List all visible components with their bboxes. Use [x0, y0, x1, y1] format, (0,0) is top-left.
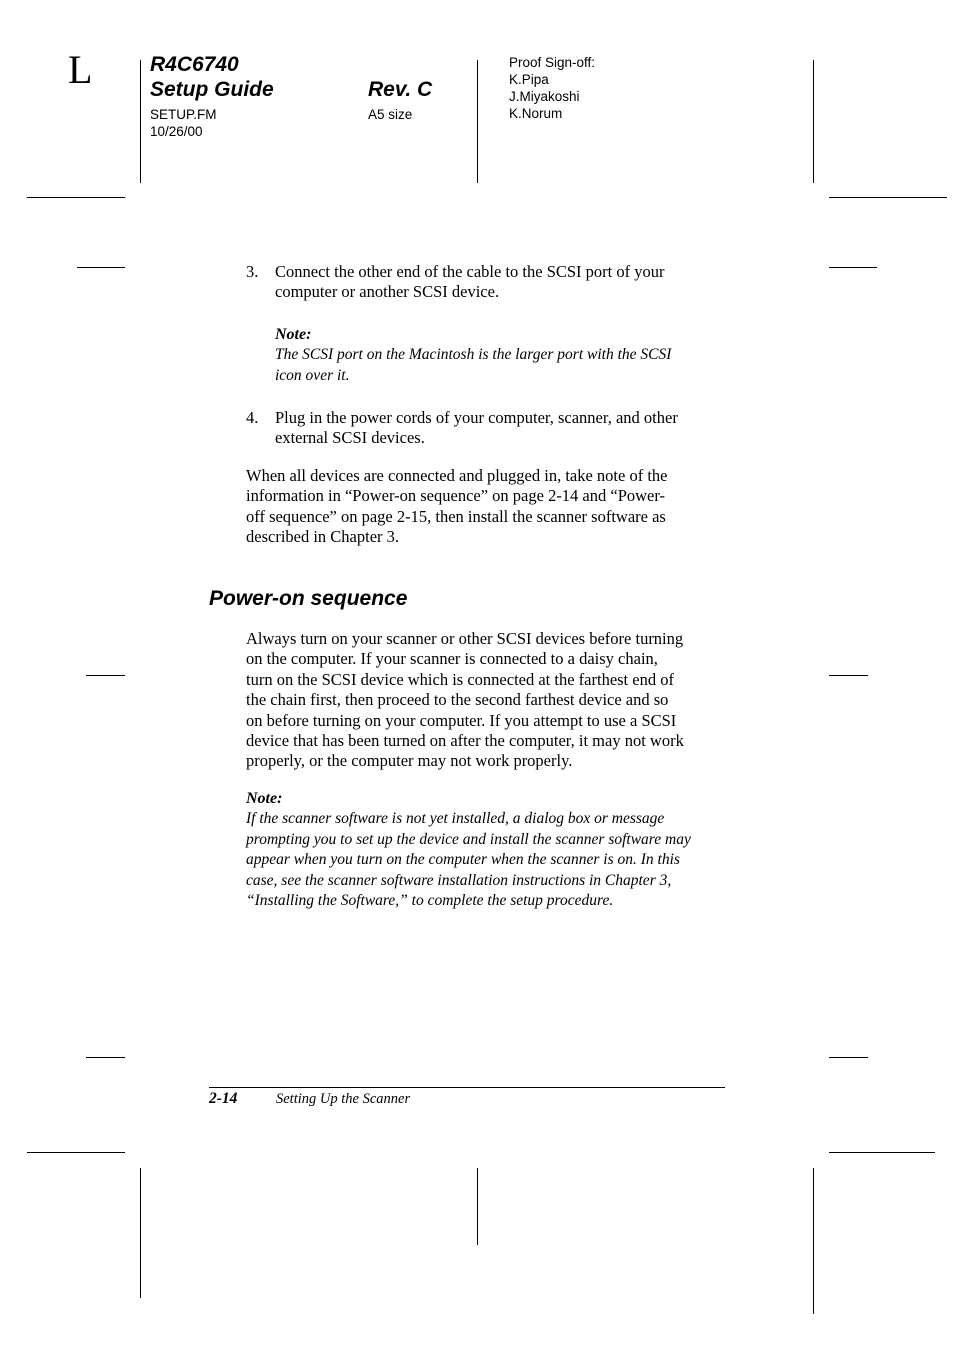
step-text-line: Connect the other end of the cable to the SCSI port of your	[275, 262, 665, 281]
note-text-line: prompting you to set up the device and install the scanner software may	[246, 830, 691, 848]
note-1	[275, 325, 725, 386]
step-number: 3.	[246, 262, 259, 281]
paragraph-line: When all devices are connected and plugged in, take note of the	[246, 466, 668, 485]
crop-mark	[477, 1168, 478, 1245]
running-footer-title: Setting Up the Scanner	[276, 1091, 411, 1107]
crop-mark	[27, 197, 125, 198]
crop-mark	[813, 1168, 814, 1314]
crop-mark	[140, 60, 141, 183]
crop-mark	[77, 267, 125, 268]
step-number: 4.	[246, 408, 259, 427]
filename: SETUP.FM	[150, 107, 217, 122]
crop-mark	[140, 1168, 141, 1298]
paper-size: A5 size	[368, 107, 413, 122]
signoff-name: J.Miyakoshi	[509, 89, 580, 104]
page-number: 2-14	[209, 1090, 238, 1107]
crop-mark	[86, 675, 125, 676]
proof-signoff	[509, 54, 595, 122]
note-text-line: The SCSI port on the Macintosh is the larger port with the SCSI	[275, 346, 672, 364]
note-text-line: case, see the scanner software installation instructions in Chapter 3,	[246, 871, 672, 889]
paragraph-line: on before turning on your computer. If you attempt to use a SCSI	[246, 710, 677, 730]
crop-mark	[829, 675, 868, 676]
revision: Rev. C	[368, 78, 433, 101]
guide-title: Setup Guide	[150, 78, 274, 101]
note-title: Note:	[275, 326, 312, 343]
crop-mark	[86, 1057, 125, 1058]
paragraph-line: the chain first, then proceed to the second farthest device and so	[246, 690, 669, 710]
note-title: Note:	[246, 790, 283, 807]
paragraph-line: described in Chapter 3.	[246, 527, 400, 547]
paragraph-line: information in “Power-on sequence” on page 2-14 and “Power-	[246, 486, 666, 506]
crop-mark	[477, 60, 478, 183]
section-title: Power-on sequence	[209, 587, 408, 610]
crop-mark	[27, 1152, 125, 1153]
paragraph-line: device that has been turned on after the computer, it may not work	[246, 731, 684, 751]
corner-mark: L	[68, 47, 93, 92]
footer-rule	[209, 1087, 725, 1088]
paragraph-connection-summary	[246, 466, 726, 548]
step-text-line: external SCSI devices.	[275, 428, 425, 448]
note-2	[246, 789, 726, 911]
paragraph-line: on the computer. If your scanner is connected to a daisy chain,	[246, 649, 658, 669]
date: 10/26/00	[150, 124, 203, 139]
crop-mark	[813, 60, 814, 183]
step-text-line: computer or another SCSI device.	[275, 282, 500, 302]
paragraph-power-on	[246, 629, 726, 772]
crop-mark	[829, 1152, 935, 1153]
crop-mark	[829, 197, 947, 198]
proof-signoff-label: Proof Sign-off:	[509, 55, 596, 70]
step-text-line: Plug in the power cords of your computer, scanner, and other	[275, 408, 678, 427]
note-text-line: appear when you turn on the computer when the scanner is on. In this	[246, 851, 680, 869]
model-number: R4C6740	[150, 53, 239, 76]
note-text-line: “Installing the Software,” to complete the setup procedure.	[246, 892, 614, 910]
paragraph-line: off sequence” on page 2-15, then install the scanner software as	[246, 506, 666, 526]
crop-mark	[829, 267, 877, 268]
note-text-line: icon over it.	[275, 366, 350, 384]
signoff-name: K.Norum	[509, 106, 563, 121]
signoff-name: K.Pipa	[509, 72, 549, 87]
step-4	[246, 408, 726, 449]
note-text-line: If the scanner software is not yet installed, a dialog box or message	[246, 810, 665, 828]
crop-mark	[829, 1057, 868, 1058]
step-3	[246, 262, 726, 303]
paragraph-line: properly, or the computer may not work properly.	[246, 751, 573, 771]
paragraph-line: turn on the SCSI device which is connected at the farthest end of	[246, 669, 674, 689]
paragraph-line: Always turn on your scanner or other SCSI devices before turning	[246, 629, 684, 648]
